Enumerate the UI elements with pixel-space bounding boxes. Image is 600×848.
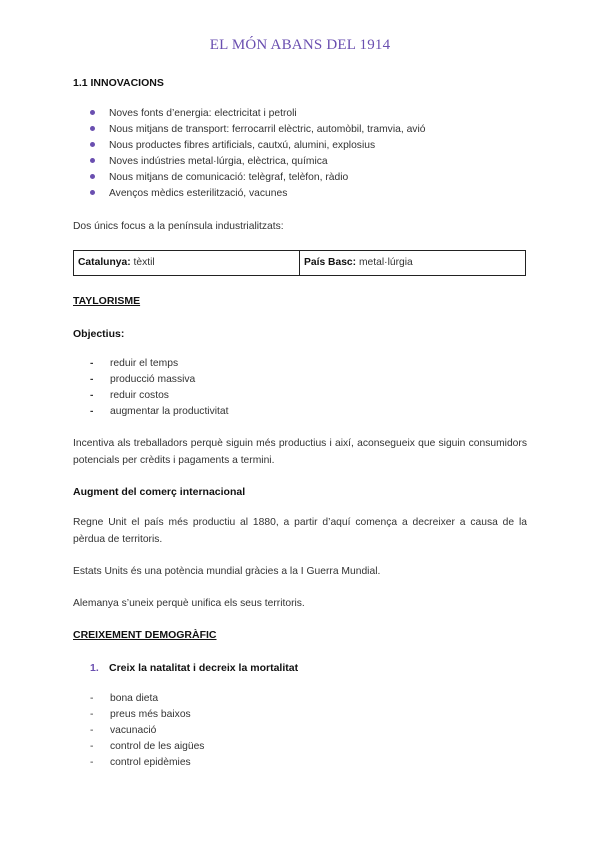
- bullet-dot-icon: [90, 174, 95, 179]
- table-cell-pais-basc: País Basc: metal·lúrgia: [299, 251, 525, 275]
- demografic-heading: CREIXEMENT DEMOGRÀFIC: [73, 629, 217, 641]
- comerc-heading: Augment del comerç internacional: [73, 486, 246, 498]
- list-item: Nous mitjans de comunicació: telègraf, telèfon, ràdio: [90, 170, 425, 186]
- demografic-list: [90, 691, 204, 771]
- list-item: - control de les aigües: [90, 741, 205, 752]
- list-item: Noves fonts d’energia: electricitat i petroli: [90, 106, 425, 122]
- list-item: - bona dieta: [90, 693, 159, 704]
- list-item: - vacunació: [90, 725, 157, 736]
- comerc-paragraph-3: Alemanya s’uneix perquè unifica els seus territoris.: [73, 598, 305, 609]
- table-cell-catalunya: Catalunya: tèxtil: [78, 257, 155, 268]
- comerc-paragraph-2: Estats Units és una potència mundial gràcies a la I Guerra Mundial.: [73, 566, 381, 577]
- comerc-paragraph-1: Regne Unit el país més productiu al 1880, a partir d’aquí comença a decreixer a causa de la pèrdua de territoris.: [73, 517, 527, 545]
- page-title: EL MÓN ABANS DEL 1914: [209, 37, 391, 53]
- taylorisme-heading: TAYLORISME: [73, 295, 141, 307]
- bullet-dot-icon: [90, 110, 95, 115]
- bullet-dot-icon: [90, 190, 95, 195]
- list-item: - preus més baixos: [90, 709, 191, 720]
- list-item: - reduir costos: [90, 390, 169, 401]
- objectius-list: [90, 356, 228, 420]
- list-item: Nous productes fibres artificials, cautxú, alumini, explosius: [90, 138, 425, 154]
- list-item: Noves indústries metal·lúrgia, elèctrica, química: [90, 154, 425, 170]
- bullet-dot-icon: [90, 142, 95, 147]
- list-item: - producció massiva: [90, 374, 196, 385]
- taylorisme-paragraph: Incentiva als treballadors perquè siguin més productius i així, aconsegueix que siguin consumidors potencials per crèdits i pagaments a termini.: [73, 438, 527, 466]
- bullet-dot-icon: [90, 126, 95, 131]
- bullet-dot-icon: [90, 158, 95, 163]
- objectius-heading: Objectius:: [73, 328, 125, 340]
- list-item: Nous mitjans de transport: ferrocarril elèctric, automòbil, tramvia, avió: [90, 122, 425, 138]
- list-item: - control epidèmies: [90, 757, 191, 768]
- focus-text: Dos únics focus a la península industrialitzats:: [73, 221, 284, 232]
- innovacions-heading: 1.1 INNOVACIONS: [73, 77, 164, 89]
- innovacions-list: [90, 106, 425, 202]
- numbered-item: 1. Creix la natalitat i decreix la mortalitat: [90, 662, 299, 674]
- focus-table: [73, 250, 526, 276]
- list-item: - augmentar la productivitat: [90, 406, 229, 417]
- list-item: Avenços mèdics esterilització, vacunes: [90, 186, 425, 202]
- list-item: - reduir el temps: [90, 358, 179, 369]
